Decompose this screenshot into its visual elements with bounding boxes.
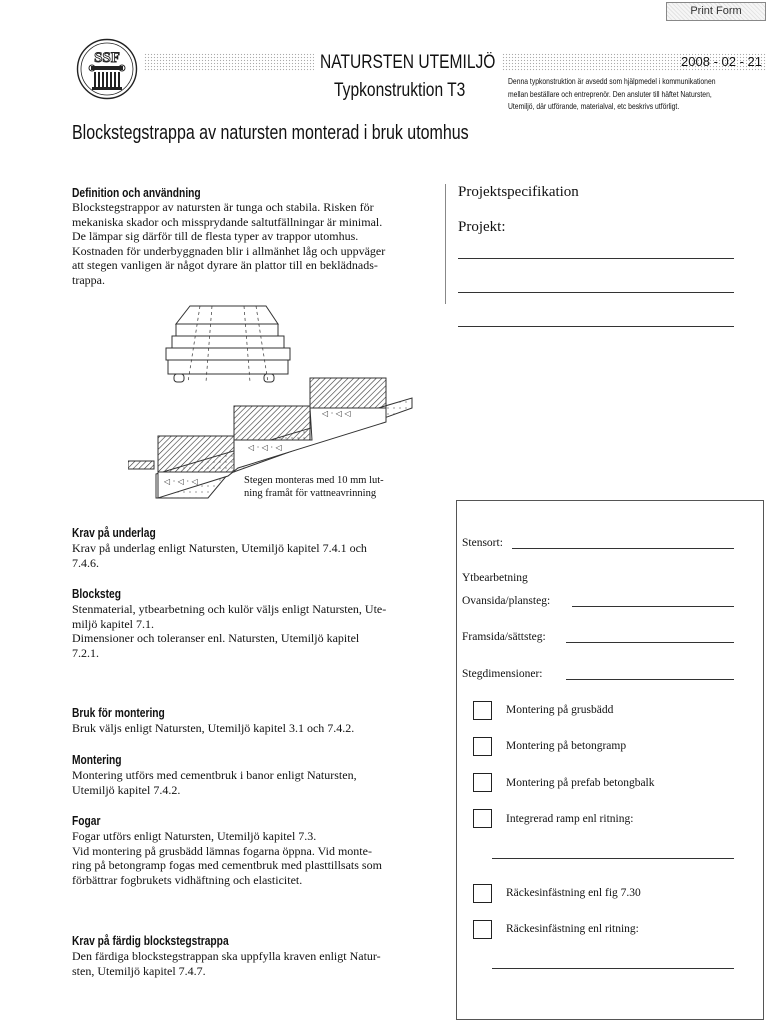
ytbearbetning-label: Ytbearbetning — [462, 572, 528, 584]
checkbox-prefab-betongbalk[interactable] — [473, 773, 492, 792]
checkbox-rackesinfastning-fig[interactable] — [473, 884, 492, 903]
projekt-label: Projekt: — [458, 219, 506, 235]
header-description: Denna typkonstruktion är avsedd som hjälpmedel i kommunikationen mellan beställare och entreprenör. Den ansluter till häftet Natursten, Utemiljö, där utförande, materialval, etc beskrivs utförligt. — [508, 76, 716, 111]
rackesinfastning-ritning-field[interactable] — [492, 968, 734, 969]
logo-text: SSF — [94, 50, 120, 66]
krav-fardig-heading: Krav på färdig blockstegstrappa — [72, 934, 229, 948]
checkbox-grusbadd-label: Montering på grusbädd — [506, 704, 614, 716]
document-title: Blockstegstrappa av natursten monterad i bruk utomhus — [72, 122, 469, 144]
checkbox-rackesinfastning-ritning[interactable] — [473, 920, 492, 939]
checkbox-rackesinfastning-fig-label: Räckesinfästning enl fig 7.30 — [506, 887, 641, 899]
checkbox-integrerad-ramp[interactable] — [473, 809, 492, 828]
ssf-logo — [76, 38, 138, 100]
montering-heading: Montering — [72, 753, 122, 767]
svg-text:◁ · ◁ · ◁: ◁ · ◁ · ◁ — [164, 477, 198, 486]
krav-fardig-text: Den färdiga blockstegstrappan ska uppfylla kraven enligt Natur- sten, Utemiljö kapitel 7.4.7. — [72, 949, 381, 978]
checkbox-prefab-betongbalk-label: Montering på prefab betongbalk — [506, 777, 655, 789]
checkbox-grusbadd[interactable] — [473, 701, 492, 720]
stensort-label: Stensort: — [462, 537, 503, 549]
stegdimensioner-label: Stegdimensioner: — [462, 668, 543, 680]
definition-text: Blockstegstrappor av natursten är tunga och stabila. Risken för mekaniska skador och missprydande saltutfällningar är minimal. De lämpar sig därför till de flesta typer av trappor utomhus. Kostnaden för underbyggnaden blir i allmänhet låg och uppväger att stegen vanligen är något dyrare än plattor till en beklädnads- trappa. — [72, 200, 386, 287]
definition-heading: Definition och användning — [72, 186, 201, 200]
header-date: 2008 - 02 - 21 — [502, 53, 766, 71]
fogar-heading: Fogar — [72, 814, 101, 828]
header-subtitle: Typkonstruktion T3 — [334, 80, 466, 101]
projekt-line-1[interactable] — [458, 258, 734, 259]
blocksteg-text: Stenmaterial, ytbearbetning och kulör väljs enligt Natursten, Ute- miljö kapitel 7.1. Dimensioner och toleranser enl. Natursten, Utemiljö kapitel 7.2.1. — [72, 602, 387, 660]
framsida-field[interactable] — [566, 642, 734, 643]
stegdimensioner-field[interactable] — [566, 679, 734, 680]
column-divider — [445, 184, 446, 304]
bruk-text: Bruk väljs enligt Natursten, Utemiljö kapitel 3.1 och 7.4.2. — [72, 721, 355, 735]
integrerad-ramp-field[interactable] — [492, 858, 734, 859]
illustration-caption: Stegen monteras med 10 mm lut- ning framåt för vattneavrinning — [244, 475, 384, 499]
krav-underlag-text: Krav på underlag enligt Natursten, Utemiljö kapitel 7.4.1 och 7.4.6. — [72, 541, 367, 570]
krav-underlag-heading: Krav på underlag — [72, 526, 156, 540]
fogar-text: Fogar utförs enligt Natursten, Utemiljö kapitel 7.3. Vid montering på grusbädd lämnas fogarna öppna. Vid monte- ring på betongramp fogas med cementbruk med plasttillsats som förbättrar fogbrukets vidhäftning och elasticitet. — [72, 829, 382, 887]
header-pattern-left — [144, 53, 314, 71]
montering-text: Montering utförs med cementbruk i banor enligt Natursten, Utemiljö kapitel 7.4.2. — [72, 768, 357, 797]
projekt-line-2[interactable] — [458, 292, 734, 293]
print-form-button[interactable]: Print Form — [666, 2, 766, 21]
checkbox-betongramp-label: Montering på betongramp — [506, 740, 627, 752]
ovansida-field[interactable] — [572, 606, 734, 607]
checkbox-rackesinfastning-ritning-label: Räckesinfästning enl ritning: — [506, 923, 639, 935]
stensort-field[interactable] — [512, 548, 734, 549]
checkbox-betongramp[interactable] — [473, 737, 492, 756]
svg-text:◁ · ◁ ◁: ◁ · ◁ ◁ — [322, 409, 351, 418]
ovansida-label: Ovansida/plansteg: — [462, 595, 551, 607]
blocksteg-heading: Blocksteg — [72, 587, 121, 601]
projekt-line-3[interactable] — [458, 326, 734, 327]
spec-heading: Projektspecifikation — [458, 184, 579, 200]
header-title: NATURSTEN UTEMILJÖ — [320, 52, 496, 73]
checkbox-integrerad-ramp-label: Integrerad ramp enl ritning: — [506, 813, 634, 825]
framsida-label: Framsida/sättsteg: — [462, 631, 546, 643]
bruk-heading: Bruk för montering — [72, 706, 165, 720]
svg-text:◁ · ◁ · ◁: ◁ · ◁ · ◁ — [248, 443, 282, 452]
